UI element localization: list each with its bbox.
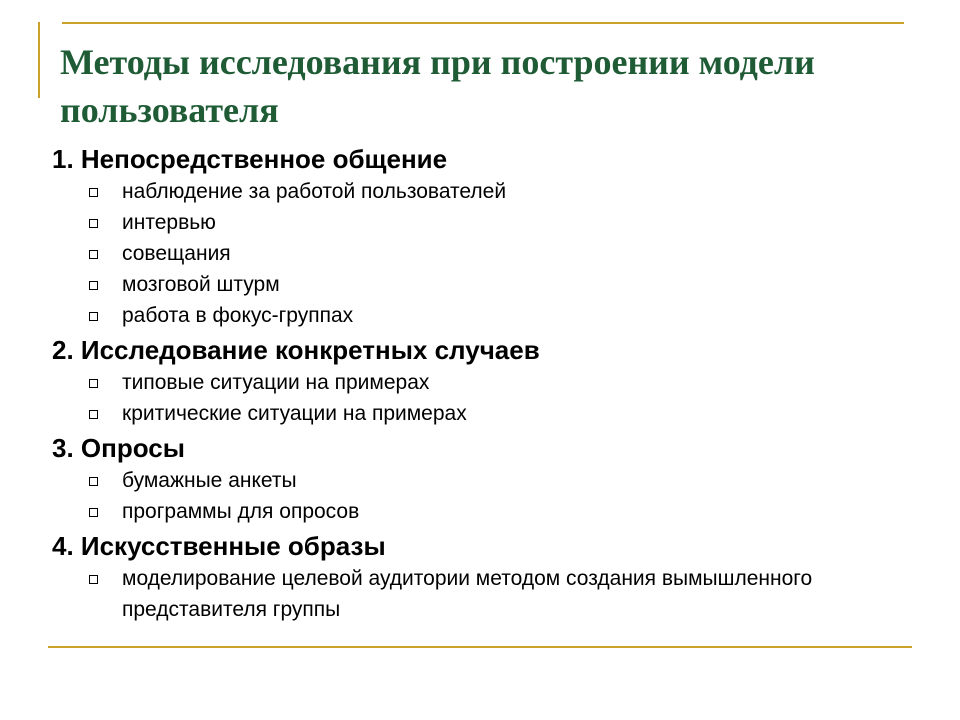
list-item: [52, 269, 912, 300]
square-bullet-icon: [89, 379, 98, 388]
square-bullet-icon: [89, 508, 98, 517]
list-item-text: интервью: [122, 211, 216, 234]
section-heading: 2. Исследование конкретных случаев: [52, 335, 540, 365]
list-item-text: программы для опросов: [122, 500, 360, 523]
section-case-studies: [52, 333, 912, 429]
bottom-accent-rule: [48, 646, 912, 648]
list-item: [52, 496, 912, 527]
list-item: [52, 465, 912, 496]
list-item: [52, 398, 912, 429]
list-item-text: наблюдение за работой пользователей: [122, 180, 507, 203]
list-item: [52, 207, 912, 238]
section-heading: 3. Опросы: [52, 433, 185, 463]
section-heading: 1. Непосредственное общение: [52, 144, 448, 174]
slide-title: Методы исследования при построении модели пользователя: [60, 42, 815, 130]
top-accent-rule: [62, 22, 904, 24]
list-item-text: работа в фокус-группах: [122, 304, 354, 327]
list-item-text: типовые ситуации на примерах: [122, 371, 430, 394]
square-bullet-icon: [89, 188, 98, 197]
section-direct-communication: [52, 142, 912, 331]
slide-content: [52, 142, 912, 627]
list-item-text: моделирование целевой аудитории методом создания вымышленного представителя группы: [122, 567, 813, 621]
square-bullet-icon: [89, 575, 98, 584]
list-item-text: бумажные анкеты: [122, 469, 297, 492]
square-bullet-icon: [89, 410, 98, 419]
left-accent-rule: [38, 22, 40, 98]
list-item: [52, 367, 912, 398]
square-bullet-icon: [89, 312, 98, 321]
square-bullet-icon: [89, 250, 98, 259]
list-item: [52, 238, 912, 269]
section-heading: 4. Искусственные образы: [52, 531, 386, 561]
list-item: [52, 563, 912, 625]
list-item-text: мозговой штурм: [122, 273, 280, 296]
bullet-list: [52, 176, 912, 331]
square-bullet-icon: [89, 477, 98, 486]
list-item: [52, 176, 912, 207]
list-item-text: критические ситуации на примерах: [122, 402, 467, 425]
square-bullet-icon: [89, 219, 98, 228]
section-surveys: [52, 431, 912, 527]
square-bullet-icon: [89, 281, 98, 290]
bullet-list: [52, 563, 912, 625]
bullet-list: [52, 465, 912, 527]
list-item: [52, 300, 912, 331]
section-artificial-personas: [52, 529, 912, 625]
bullet-list: [52, 367, 912, 429]
list-item-text: совещания: [122, 242, 231, 265]
